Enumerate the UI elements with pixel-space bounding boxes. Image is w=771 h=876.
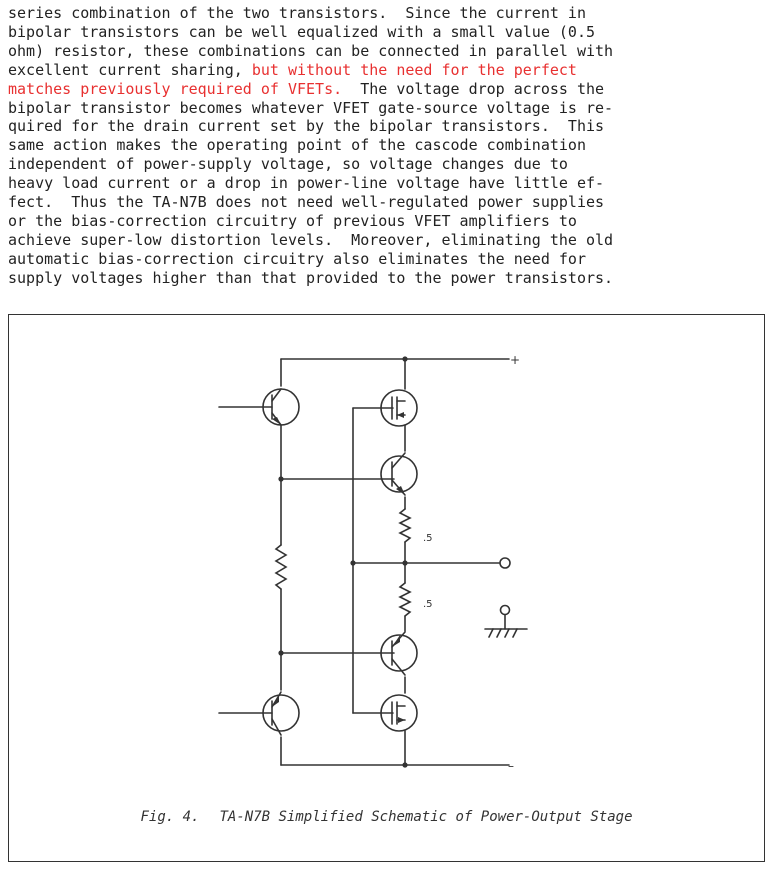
transistor-right-upper <box>381 453 417 495</box>
resistor-upper <box>400 509 410 542</box>
text-line: fect. Thus the TA-N7B does not need well-regulated power supplies <box>8 193 605 212</box>
resistor-lower <box>400 583 410 616</box>
junction-dot <box>350 560 355 565</box>
text-line: bipolar transistors can be well equalized with a small value (0.5 <box>8 22 595 41</box>
junction-dot <box>402 762 407 767</box>
text-line: series combination of the two transistors. Since the current in <box>8 4 586 22</box>
text-line: heavy load current or a drop in power-line voltage have little ef- <box>8 174 605 193</box>
text-line: achieve super-low distortion levels. Moreover, eliminating the old <box>8 230 614 249</box>
text-line: bipolar transistor becomes whatever VFET gate-source voltage is re- <box>8 98 614 117</box>
figure-number: Fig. 4. <box>140 809 200 825</box>
junction-dot <box>278 476 283 481</box>
text-line <box>8 61 768 80</box>
schematic-diagram <box>9 315 764 805</box>
output-terminal <box>500 558 510 568</box>
transistor-top-left <box>219 389 299 425</box>
highlighted-text: matches previously required of VFETs. <box>8 79 343 98</box>
text-line <box>8 80 768 99</box>
text-line: automatic bias-correction circuitry also eliminates the need for <box>8 249 586 268</box>
text-line: supply voltages higher than that provided to the power transistors. <box>8 268 614 287</box>
transistor-bottom-left <box>219 692 299 735</box>
text-segment: The voltage drop across the <box>342 79 605 98</box>
text-line: independent of power-supply voltage, so voltage changes due to <box>8 155 568 174</box>
junction-dot <box>278 650 283 655</box>
figure-title: TA-N7B Simplified Schematic of Power-Output Stage <box>219 809 633 825</box>
junction-dot <box>402 356 407 361</box>
junction-dot <box>402 560 407 565</box>
figure-box <box>8 314 765 862</box>
text-line: quired for the drain current set by the bipolar transistors. This <box>8 117 605 136</box>
ground-symbol <box>485 606 527 638</box>
body-paragraph <box>8 4 768 288</box>
text-line: or the bias-correction circuitry of previous VFET amplifiers to <box>8 211 577 230</box>
text-line: ohm) resistor, these combinations can be connected in parallel with <box>8 41 614 60</box>
figure-caption <box>9 809 764 825</box>
left-resistor <box>276 545 286 589</box>
plus-label: + <box>510 353 521 367</box>
resistor-lower-label: .5 <box>423 599 433 610</box>
text-line: same action makes the operating point of the cascode combination <box>8 136 586 155</box>
highlighted-text: but without the need for the perfect <box>251 60 577 79</box>
text-segment: excellent current sharing, <box>8 60 252 79</box>
minus-label: – <box>508 759 514 773</box>
resistor-upper-label: .5 <box>423 533 433 544</box>
